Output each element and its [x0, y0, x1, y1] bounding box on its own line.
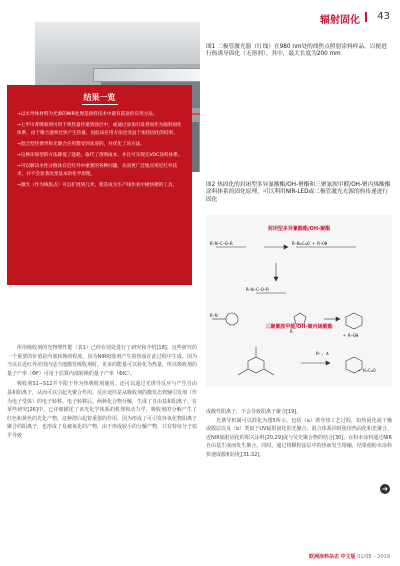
diagram-title-2: 三聚氰胺甲醛/OH-聚丙烯酸酯 [265, 324, 333, 330]
svg-text:R: R [290, 329, 293, 334]
reaction-arrow-label: H⁺, Δ [316, 351, 329, 356]
summary-box [7, 85, 192, 285]
reaction-scheme [206, 233, 392, 383]
header-divider [365, 12, 367, 22]
body-paragraph: 光诱导机制可以简化为图5所示。包括（a）诱导热工艺过程，如热固化或干燥或膜层以及（b）类似于UV辐射固化的光聚合。混合体系同时使用热固化和光聚合。近NIR辐射固化的相关涂料[20,29]或与荧光聚合物的结合[30]，在粉末涂料通过NIR自由基生成而发生聚合。同时，通过将颗粒涂层中的热而发生熔融，结果使粉末涂料快速成膜和固化[31,32]。 [206, 417, 392, 458]
svg-text:R–N: R–N [210, 313, 218, 318]
body-paragraph: 吸收剂S1−S12并不限于作为热吸收剂使用。还可以通过光诱导反应与产生自由基和阳离子，从而可以引起光聚合作用。反应途径是从吸收剂的激发态到辅引发剂（作为电子受体）的电子转移。电子转移后，两种化合物分解，生成了自由基和阳离子。在某些研究[26]中，已详细描述了该光化学体系的机理和动力学，吸收剂的分解产生了红色和黄色的光化产物，这种漂白起着重要的作用，因为形成了可引发环氧化物阳离子聚合的阳离子，也形成了易被氧化的产物，由于形成较小的分解产物，只有特征分子似乎导致 [7, 381, 198, 439]
body-left-column [7, 344, 197, 441]
footer [309, 553, 390, 560]
issue-label: 01/08 – 2019 [357, 554, 390, 560]
summary-item: →这种环保型的方法降低了能耗，取代了溶剂成本，并且可实现无VOC涂料体系。 [17, 153, 183, 158]
section-title: 辐射固化 [320, 15, 360, 26]
arrow-right-icon[interactable]: ➜ [380, 484, 390, 494]
summary-item: →可以解决水性分散体在近红外中重要的各种问题，从而更广泛地应用近红外技术，并不会显著改变基本的化学原理。 [17, 164, 178, 177]
svg-text:R–N–C–O–R: R–N–C–O–R [246, 287, 269, 292]
diagram-title-1: 封闭型多异氰酸酯/OH-聚酯 [267, 226, 331, 232]
chemistry-diagram [206, 215, 392, 387]
figure1-caption: 图1 二极管激光器（红线）在980 nm处的线焦点照射涂料样品。以便进行热诱导固化（无溶剂）。其中，最大长度为200 mm [206, 44, 387, 58]
svg-text:+ R–OH: + R–OH [343, 333, 359, 338]
figure2-caption: 图2 热固化的封闭型多异氰酸酯/OH-聚酯和三聚氰胺甲醛/OH-聚丙烯酸酯涂料体系的固化原理，可以利用NIR-LED或二极管激光光源的热传递进行固化 [206, 182, 391, 203]
body-paragraph: 所用吸收剂的光物理性能（表1）已经在别处进行了研究和介绍[18]。这些研究的一个重要的价值是内部转换的程度，因为NIR吸收剂产生的热量在此过程中生成。因为当以在近红外范围内适当地激发吸收剂时，更多的能量可以转化为热量，所以吸收剂的量子产率（ΦF）可用于估算内部转换的量子产率（ΦIC）。 [7, 345, 198, 377]
summary-item: →混合型热诱导和光聚合应用都受到欢迎的，并优化了该方法。 [17, 142, 145, 147]
body-paragraph: 成酸性阳离子，不会导致阳离子聚合[19]。 [206, 409, 302, 415]
summary-title: 结果一览 [83, 93, 116, 102]
summary-item: →七甲川菁吸收剂可用于将热量传递到涂层中，或通过添加引发剂而作为辐射固化体系，由于聚合速率过快产生热量，因此该应用方法也受益于加热固化的结果。 [17, 123, 182, 136]
summary-item: →激光（作为线焦点）可以扩展到几米，使其成为生产线作业中极快捷的工具。 [17, 183, 178, 188]
edition-label: 中文版 [340, 554, 356, 560]
page-number: 43 [377, 11, 390, 22]
summary-item: →以水导体材料为光源的NIR处理是涂料技术中最有前途的应用方法。 [17, 112, 158, 117]
body-right-column [206, 408, 392, 460]
svg-text:R–N=C=O + R–OH: R–N=C=O + R–OH [292, 241, 328, 246]
reaction-product: + H₂C=O [358, 368, 376, 373]
summary-list [17, 111, 185, 193]
journal-name: 欧洲涂料杂志 [308, 554, 339, 560]
summary-rule [82, 104, 118, 105]
svg-text:R–N–C–O–R: R–N–C–O–R [210, 241, 233, 246]
